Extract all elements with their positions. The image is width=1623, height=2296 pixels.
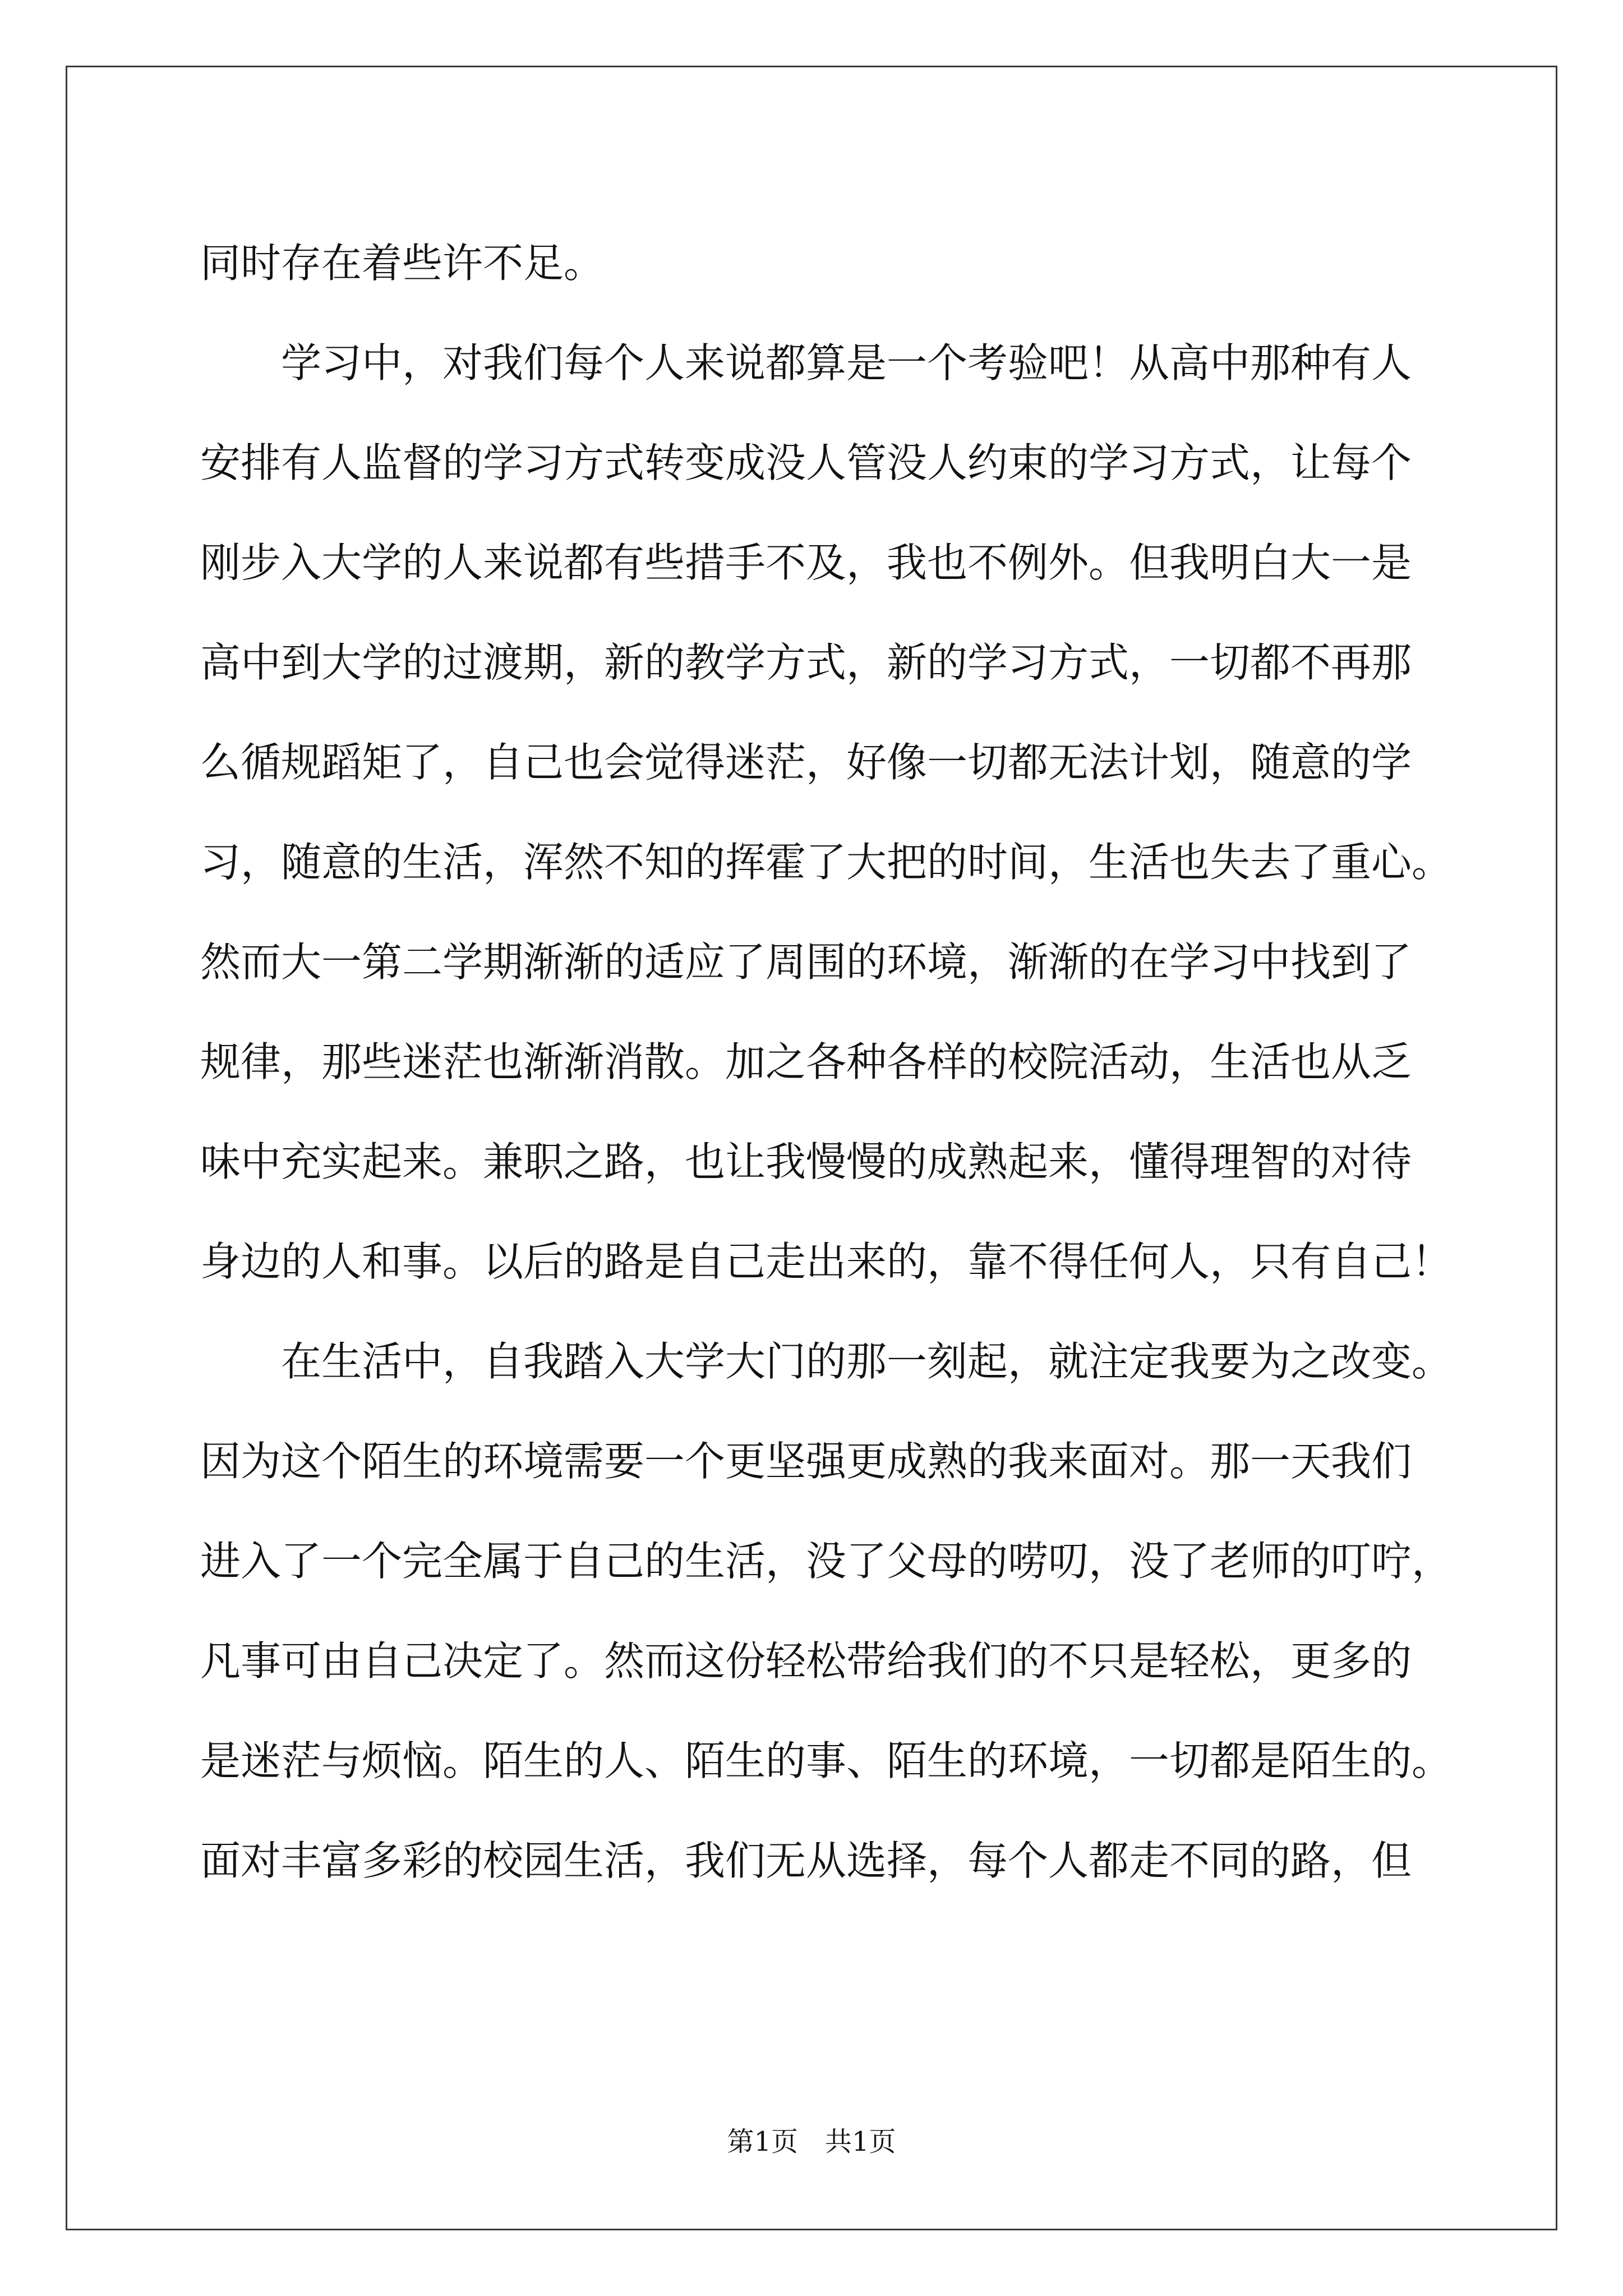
text-line: 是迷茫与烦恼。陌生的人、陌生的事、陌生的环境，一切都是陌生的。: [200, 1737, 1453, 1784]
text-line: 安排有人监督的学习方式转变成没人管没人约束的学习方式，让每个: [200, 439, 1412, 486]
text-line: 学习中，对我们每个人来说都算是一个考验吧！从高中那种有人: [200, 339, 1412, 386]
text-line: 凡事可由自己决定了。然而这份轻松带给我们的不只是轻松，更多的: [200, 1637, 1412, 1685]
document-body: [200, 213, 1453, 1911]
text-line: 习，随意的生活，浑然不知的挥霍了大把的时间，生活也失去了重心。: [200, 839, 1453, 886]
text-line: 面对丰富多彩的校园生活，我们无从选择，每个人都走不同的路，但: [200, 1837, 1412, 1884]
text-line: 因为这个陌生的环境需要一个更坚强更成熟的我来面对。那一天我们: [200, 1438, 1412, 1485]
text-line: 同时存在着些许不足。: [200, 240, 605, 287]
text-line: 在生活中，自我踏入大学大门的那一刻起，就注定我要为之改变。: [200, 1338, 1453, 1385]
text-line: 么循规蹈矩了，自己也会觉得迷茫，好像一切都无法计划，随意的学: [200, 739, 1412, 786]
page-total: 共1页: [825, 2126, 896, 2157]
text-line: 高中到大学的过渡期，新的教学方式，新的学习方式，一切都不再那: [200, 639, 1412, 686]
text-line: 进入了一个完全属于自己的生活，没了父母的唠叨，没了老师的叮咛，: [200, 1538, 1453, 1585]
page-footer: [0, 2125, 1623, 2159]
text-line: 刚步入大学的人来说都有些措手不及，我也不例外。但我明白大一是: [200, 539, 1412, 586]
text-line: 身边的人和事。以后的路是自己走出来的，靠不得任何人，只有自己！: [200, 1238, 1453, 1285]
text-line: 然而大一第二学期渐渐的适应了周围的环境，渐渐的在学习中找到了: [200, 938, 1412, 986]
text-line: 规律，那些迷茫也渐渐消散。加之各种各样的校院活动，生活也从乏: [200, 1038, 1412, 1085]
page-number: 第1页: [727, 2126, 798, 2157]
text-line: 味中充实起来。兼职之路，也让我慢慢的成熟起来，懂得理智的对待: [200, 1138, 1412, 1185]
